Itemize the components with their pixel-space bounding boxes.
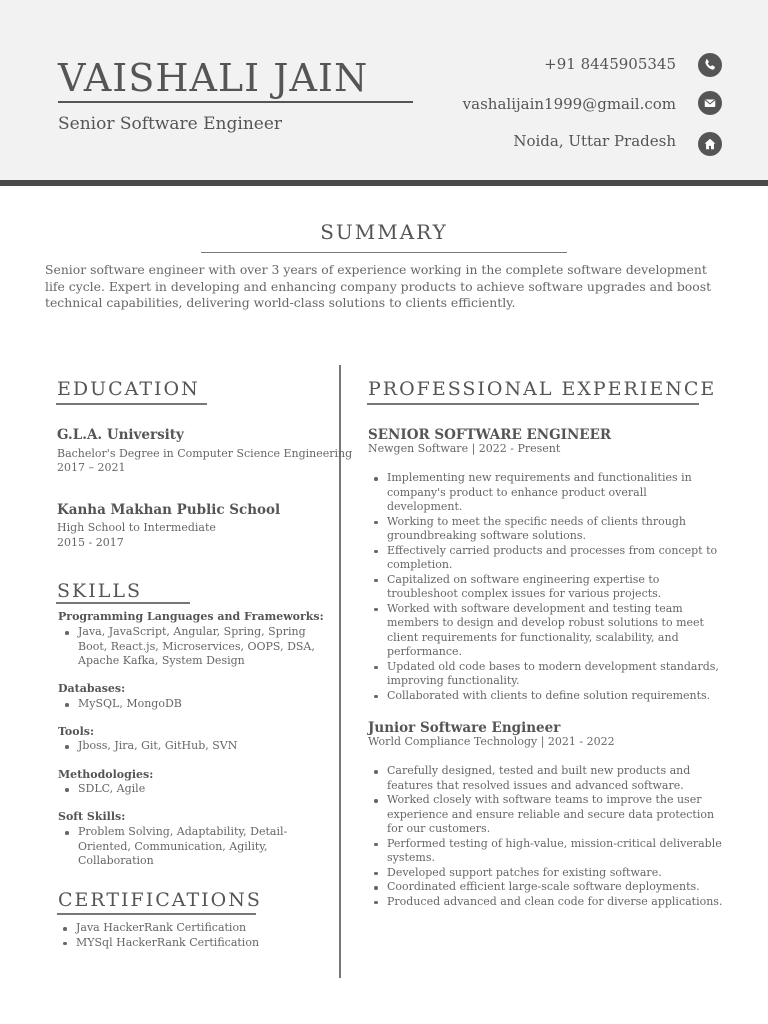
candidate-name: VAISHALI JAIN — [58, 56, 369, 100]
skill-category: Tools: — [58, 725, 95, 738]
skill-list — [59, 625, 319, 669]
email-text[interactable]: vashalijain1999@gmail.com — [462, 95, 676, 113]
location-text: Noida, Uttar Pradesh — [513, 132, 676, 150]
header-divider — [0, 180, 768, 186]
job-bullet: Worked with software development and testing team members to design and develop robust solutions to meet client requirements for functionality, scalability, and performance. — [368, 602, 723, 660]
certification-item: Java HackerRank Certification — [57, 921, 317, 936]
summary-text: Senior software engineer with over 3 years of experience working in the complete software development life cycle. Expert in developing and enhancing company products to achieve software upgrades and boost technical capabilities, delivering world-class solutions to clients efficiently. — [45, 262, 712, 310]
certifications-underline — [57, 913, 256, 915]
candidate-title: Senior Software Engineer — [58, 114, 283, 134]
email-icon — [698, 91, 722, 115]
phone-icon — [698, 53, 722, 77]
job-bullet: Carefully designed, tested and built new products and features that resolved issues and advanced software. — [368, 764, 723, 793]
phone-text: +91 8445905345 — [544, 55, 676, 73]
job-bullet: Updated old code bases to modern development standards, improving functionality. — [368, 660, 723, 689]
skill-category: Databases: — [58, 682, 126, 695]
skill-list — [59, 782, 319, 797]
education-years: 2015 - 2017 — [57, 536, 124, 549]
skill-category: Programming Languages and Frameworks: — [58, 610, 324, 623]
skill-item: SDLC, Agile — [59, 782, 319, 797]
experience-underline — [367, 403, 699, 405]
job-bullet: Working to meet the specific needs of clients through groundbreaking software solutions. — [368, 515, 723, 544]
job-bullet: Worked closely with software teams to improve the user experience and ensure reliable and secure data protection for our customers. — [368, 793, 723, 837]
experience-heading: PROFESSIONAL EXPERIENCE — [368, 378, 717, 400]
job-bullet: Performed testing of high-value, mission-critical deliverable systems. — [368, 837, 723, 866]
certifications-heading: CERTIFICATIONS — [58, 889, 262, 911]
job-bullet: Produced advanced and clean code for diverse applications. — [368, 895, 723, 910]
job-bullet: Coordinated efficient large-scale software deployments. — [368, 880, 723, 895]
job-bullet: Capitalized on software engineering expertise to troubleshoot complex issues for various projects. — [368, 573, 723, 602]
education-degree: Bachelor's Degree in Computer Science Engineering — [57, 447, 353, 460]
education-underline — [56, 403, 207, 405]
job-bullet: Collaborated with clients to define solution requirements. — [368, 689, 723, 704]
skill-list — [59, 697, 319, 712]
education-school: Kanha Makhan Public School — [57, 502, 281, 518]
job-bullets — [368, 764, 723, 909]
job-company: World Compliance Technology | 2021 - 2022 — [368, 735, 615, 748]
job-bullet: Effectively carried products and processes from concept to completion. — [368, 544, 723, 573]
skill-item: Problem Solving, Adaptability, Detail-Oriented, Communication, Agility, Collaboration — [59, 825, 299, 869]
skill-list — [59, 825, 299, 869]
skill-item: Java, JavaScript, Angular, Spring, Spring Boot, React.js, Microservices, OOPS, DSA, Apache Kafka, System Design — [59, 625, 319, 669]
skills-underline — [56, 602, 190, 604]
skill-item: Jboss, Jira, Git, GitHub, SVN — [59, 739, 319, 754]
skill-list — [59, 739, 319, 754]
home-icon — [698, 132, 722, 156]
education-school: G.L.A. University — [57, 427, 184, 443]
summary-underline — [201, 252, 567, 253]
certification-item: MYSql HackerRank Certification — [57, 936, 317, 951]
job-company: Newgen Software | 2022 - Present — [368, 442, 561, 455]
job-title: Junior Software Engineer — [368, 720, 561, 736]
education-heading: EDUCATION — [57, 378, 200, 400]
job-title: SENIOR SOFTWARE ENGINEER — [368, 427, 612, 443]
skill-item: MySQL, MongoDB — [59, 697, 319, 712]
job-bullet: Developed support patches for existing software. — [368, 866, 723, 881]
education-years: 2017 – 2021 — [57, 461, 126, 474]
education-degree: High School to Intermediate — [57, 521, 216, 534]
job-bullets — [368, 471, 723, 703]
skills-heading: SKILLS — [57, 580, 142, 602]
name-underline — [58, 101, 413, 103]
skill-category: Soft Skills: — [58, 810, 126, 823]
job-bullet: Implementing new requirements and functionalities in company's product to enhance product overall development. — [368, 471, 723, 515]
certification-list — [57, 921, 317, 950]
summary-heading: SUMMARY — [320, 220, 448, 244]
skill-category: Methodologies: — [58, 768, 154, 781]
